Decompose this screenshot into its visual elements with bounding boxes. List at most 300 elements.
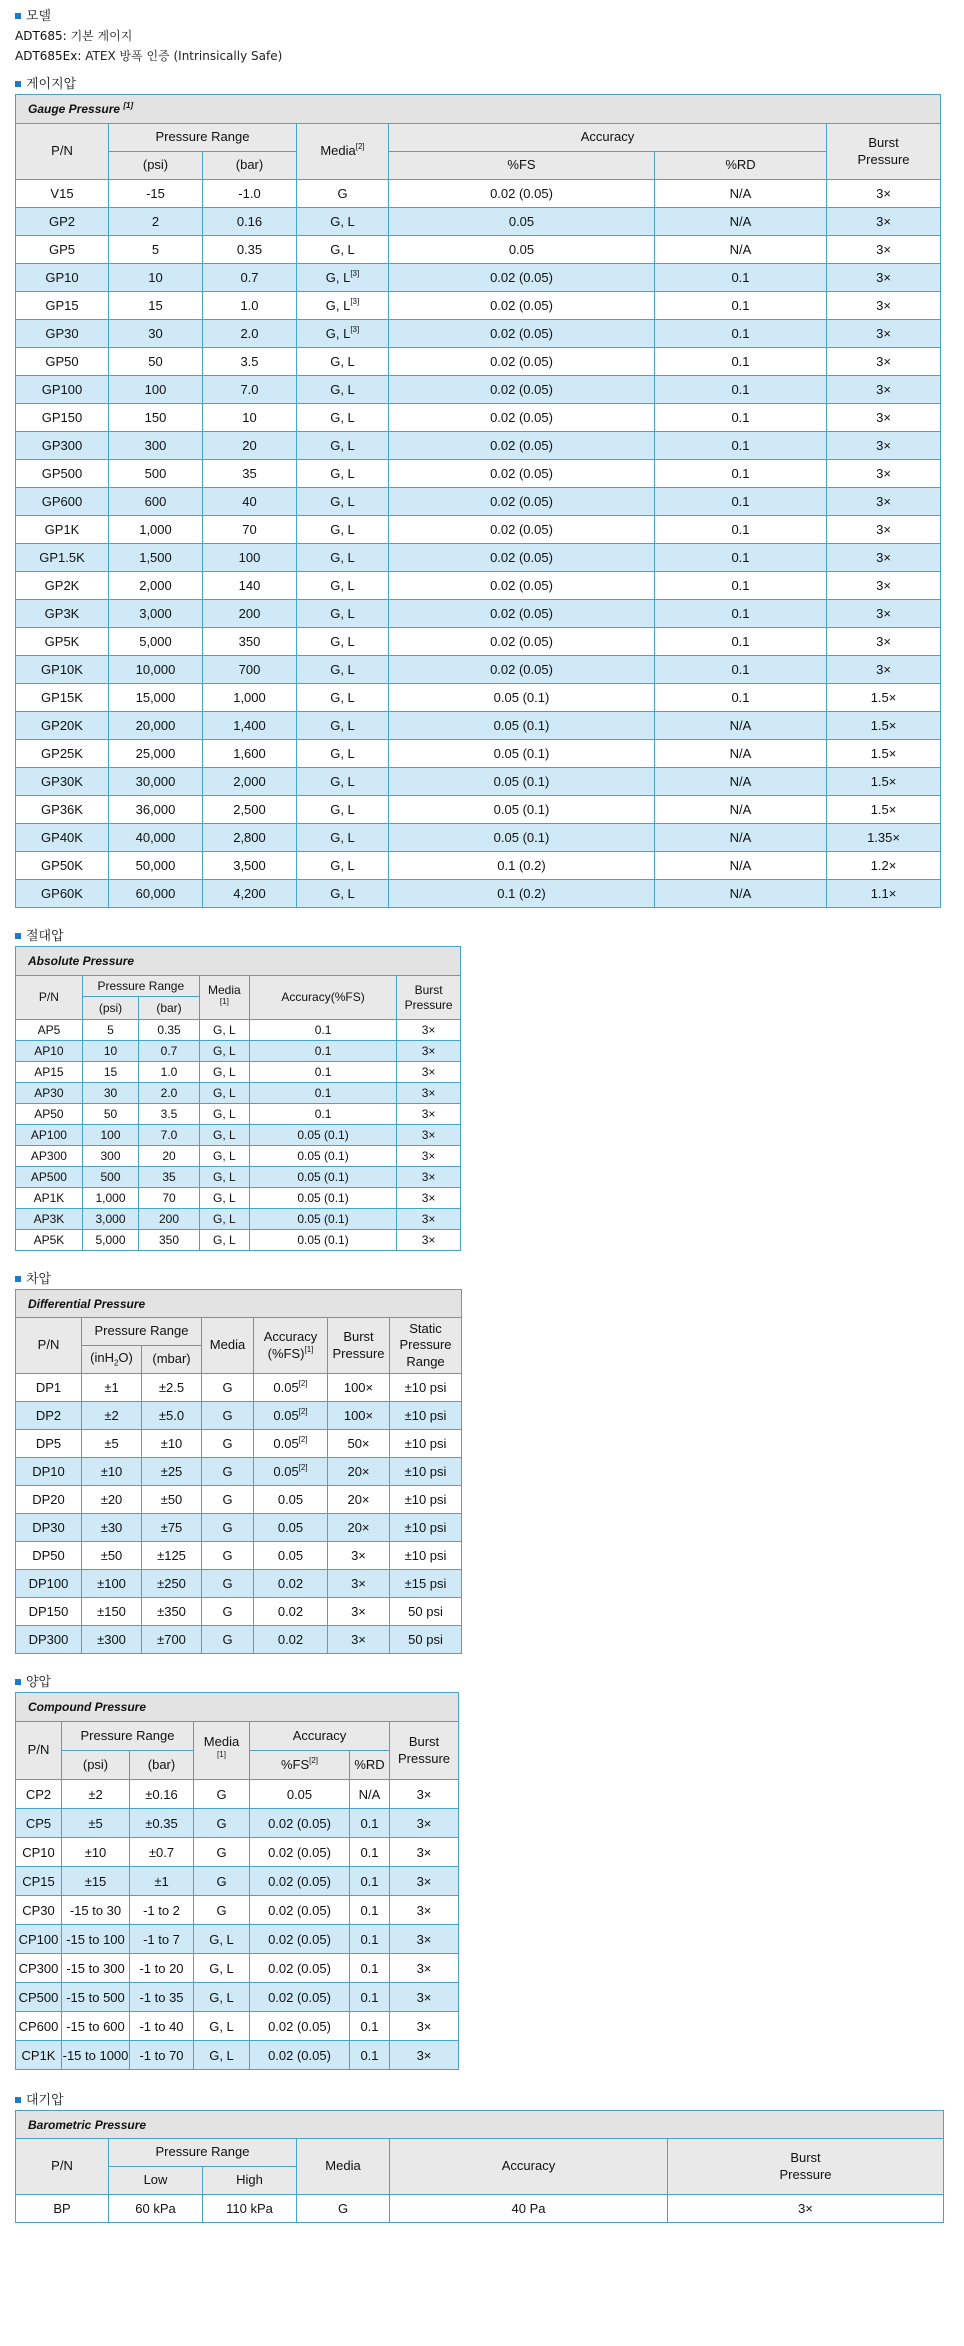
cell-burst: 3× xyxy=(827,320,941,348)
cell-bar: 2,000 xyxy=(203,768,297,796)
barometric-heading: 대기압 xyxy=(15,2092,949,2110)
table-row xyxy=(16,1062,461,1083)
cell-burst: 3× xyxy=(390,1838,459,1867)
footnote-mark: [1] xyxy=(123,101,134,110)
cell-burst: 3× xyxy=(827,292,941,320)
cell-fs: 0.05 (0.1) xyxy=(389,824,655,852)
footnote-mark: [1] xyxy=(217,1749,226,1759)
cell-bar: 140 xyxy=(203,572,297,600)
cell-fs: 0.02 (0.05) xyxy=(389,656,655,684)
cell-psi: 30 xyxy=(82,1083,138,1104)
cell-rd: N/A xyxy=(655,180,827,208)
cell-media: G xyxy=(202,1402,254,1430)
cell-pn: GP600 xyxy=(16,488,109,516)
table-row xyxy=(16,628,941,656)
cell-media: G xyxy=(202,1486,254,1514)
cell-media: G, L xyxy=(194,1925,250,1954)
cell-pn: GP2K xyxy=(16,572,109,600)
cell-media: G, L xyxy=(199,1041,249,1062)
cell-bar: 1.0 xyxy=(203,292,297,320)
cell-rd: 0.1 xyxy=(350,2041,390,2070)
cell-pn: GP20K xyxy=(16,712,109,740)
cell-psi: 10 xyxy=(109,264,203,292)
cell-pn: GP30 xyxy=(16,320,109,348)
col-header-media: Media [1] xyxy=(194,1722,250,1780)
table-row xyxy=(16,740,941,768)
cell-media: G, L xyxy=(297,656,389,684)
cell-pn: AP30 xyxy=(16,1083,83,1104)
cell-fs: 0.02 (0.05) xyxy=(389,544,655,572)
cell-rd: 0.1 xyxy=(350,1838,390,1867)
cell-rd: 0.1 xyxy=(655,404,827,432)
cell-psi: 5 xyxy=(82,1020,138,1041)
cell-pn: DP2 xyxy=(16,1402,82,1430)
cell-burst: 3× xyxy=(827,656,941,684)
col-header-accuracy: Accuracy (%FS)[1] xyxy=(254,1318,328,1374)
cell-bar: 0.35 xyxy=(203,236,297,264)
cell-rd: 0.1 xyxy=(655,264,827,292)
cell-static: ±10 psi xyxy=(390,1374,462,1402)
cell-bar: 350 xyxy=(203,628,297,656)
table-row xyxy=(16,1374,462,1402)
cell-burst: 3× xyxy=(390,1896,459,1925)
cell-pn: GP2 xyxy=(16,208,109,236)
table-row xyxy=(16,852,941,880)
cell-pn: DP300 xyxy=(16,1626,82,1654)
cell-bar: 700 xyxy=(203,656,297,684)
cell-media: G, L xyxy=(297,684,389,712)
cell-pn: GP100 xyxy=(16,376,109,404)
cell-bar: -1.0 xyxy=(203,180,297,208)
cell-media: G, L xyxy=(199,1020,249,1041)
cell-inh2o: ±100 xyxy=(82,1570,142,1598)
cell-pn: GP25K xyxy=(16,740,109,768)
table-title: Differential Pressure xyxy=(16,1290,462,1318)
cell-media: G xyxy=(202,1374,254,1402)
col-header-bar: (bar) xyxy=(139,997,200,1020)
cell-fs: 0.02 (0.05) xyxy=(389,264,655,292)
col-header-static-pressure-range: Static Pressure Range xyxy=(390,1318,462,1374)
col-header-pn: P/N xyxy=(16,976,83,1020)
cell-burst: 100× xyxy=(328,1374,390,1402)
cell-rd: N/A xyxy=(655,712,827,740)
cell-pn: GP150 xyxy=(16,404,109,432)
cell-rd: 0.1 xyxy=(350,1867,390,1896)
cell-inh2o: ±1 xyxy=(82,1374,142,1402)
cell-bar: ±1 xyxy=(130,1867,194,1896)
table-row xyxy=(16,2041,459,2070)
absolute-pressure-table xyxy=(15,946,461,1251)
cell-pn: AP5 xyxy=(16,1020,83,1041)
table-row xyxy=(16,1983,459,2012)
cell-pn: GP5K xyxy=(16,628,109,656)
cell-acc: 40 Pa xyxy=(390,2195,668,2223)
cell-acc: 0.05 xyxy=(254,1542,328,1570)
cell-acc: 0.05 (0.1) xyxy=(249,1188,396,1209)
cell-media: G, L[3] xyxy=(297,320,389,348)
cell-media: G xyxy=(202,1598,254,1626)
cell-media: G, L xyxy=(194,1954,250,1983)
cell-rd: 0.1 xyxy=(655,460,827,488)
cell-media: G xyxy=(202,1430,254,1458)
cell-media: G, L xyxy=(199,1209,249,1230)
gauge-heading: 게이지압 xyxy=(15,76,949,94)
cell-inh2o: ±300 xyxy=(82,1626,142,1654)
cell-media: G xyxy=(194,1780,250,1809)
cell-burst: 1.5× xyxy=(827,740,941,768)
cell-bar: 1,600 xyxy=(203,740,297,768)
cell-media: G, L xyxy=(199,1104,249,1125)
cell-burst: 1.2× xyxy=(827,852,941,880)
cell-static: ±10 psi xyxy=(390,1458,462,1486)
col-header-rd: %RD xyxy=(350,1751,390,1780)
cell-inh2o: ±50 xyxy=(82,1542,142,1570)
cell-bar: 3,500 xyxy=(203,852,297,880)
cell-psi: -15 xyxy=(109,180,203,208)
gauge-pressure-table xyxy=(15,94,941,908)
cell-acc: 0.05[2] xyxy=(254,1458,328,1486)
model-desc: 기본 게이지 xyxy=(70,29,133,43)
cell-psi: 500 xyxy=(109,460,203,488)
cell-burst: 3× xyxy=(390,1925,459,1954)
cell-burst: 20× xyxy=(328,1514,390,1542)
cell-bar: ±0.16 xyxy=(130,1780,194,1809)
cell-burst: 3× xyxy=(827,236,941,264)
cell-psi: 5,000 xyxy=(82,1230,138,1251)
cell-burst: 3× xyxy=(397,1125,461,1146)
cell-fs: 0.02 (0.05) xyxy=(250,1809,350,1838)
cell-bar: 35 xyxy=(203,460,297,488)
cell-rd: 0.1 xyxy=(655,320,827,348)
cell-pn: CP30 xyxy=(16,1896,62,1925)
differential-pressure-table xyxy=(15,1289,462,1654)
cell-bar: -1 to 70 xyxy=(130,2041,194,2070)
cell-rd: 0.1 xyxy=(350,1954,390,1983)
table-row xyxy=(16,1954,459,1983)
cell-psi: 15 xyxy=(109,292,203,320)
cell-burst: 20× xyxy=(328,1486,390,1514)
cell-rd: 0.1 xyxy=(655,572,827,600)
cell-pn: GP30K xyxy=(16,768,109,796)
cell-pn: GP3K xyxy=(16,600,109,628)
cell-mbar: ±250 xyxy=(142,1570,202,1598)
cell-acc: 0.02 xyxy=(254,1570,328,1598)
col-header-accuracy: Accuracy xyxy=(389,124,827,152)
table-row xyxy=(16,1867,459,1896)
cell-psi: 60,000 xyxy=(109,880,203,908)
cell-pn: AP500 xyxy=(16,1167,83,1188)
table-row xyxy=(16,1626,462,1654)
cell-bar: 0.16 xyxy=(203,208,297,236)
cell-pn: AP10 xyxy=(16,1041,83,1062)
col-header-pressure-range: Pressure Range xyxy=(82,976,199,997)
table-row xyxy=(16,432,941,460)
bullet-square-icon xyxy=(15,933,21,939)
col-header-burst-pressure: Burst Pressure xyxy=(397,976,461,1020)
cell-static: ±10 psi xyxy=(390,1514,462,1542)
col-header-pn: P/N xyxy=(16,1722,62,1780)
cell-media: G, L xyxy=(199,1230,249,1251)
cell-inh2o: ±5 xyxy=(82,1430,142,1458)
cell-psi: 5 xyxy=(109,236,203,264)
cell-psi: 10,000 xyxy=(109,656,203,684)
cell-mbar: ±2.5 xyxy=(142,1374,202,1402)
cell-bar: 0.35 xyxy=(139,1020,200,1041)
col-header-pressure-range: Pressure Range xyxy=(109,124,297,152)
cell-media: G xyxy=(297,180,389,208)
cell-media: G xyxy=(202,1458,254,1486)
cell-rd: 0.1 xyxy=(655,656,827,684)
cell-burst: 3× xyxy=(827,208,941,236)
cell-pn: GP15K xyxy=(16,684,109,712)
cell-media: G, L xyxy=(297,880,389,908)
table-row xyxy=(16,1209,461,1230)
col-header-accuracy: Accuracy xyxy=(390,2139,668,2195)
cell-fs: 0.02 (0.05) xyxy=(389,488,655,516)
cell-burst: 50× xyxy=(328,1430,390,1458)
table-row xyxy=(16,684,941,712)
cell-bar: 200 xyxy=(139,1209,200,1230)
cell-static: ±10 psi xyxy=(390,1430,462,1458)
col-header-psi: (psi) xyxy=(82,997,138,1020)
model-code: ADT685Ex: xyxy=(15,49,82,63)
cell-burst: 100× xyxy=(328,1402,390,1430)
cell-pn: CP600 xyxy=(16,2012,62,2041)
cell-media: G, L xyxy=(194,2041,250,2070)
cell-psi: 40,000 xyxy=(109,824,203,852)
col-header-media: Media xyxy=(202,1318,254,1374)
table-row xyxy=(16,1230,461,1251)
cell-psi: 50 xyxy=(109,348,203,376)
cell-fs: 0.1 (0.2) xyxy=(389,852,655,880)
cell-static: ±10 psi xyxy=(390,1402,462,1430)
bullet-square-icon xyxy=(15,1276,21,1282)
cell-rd: 0.1 xyxy=(655,432,827,460)
cell-burst: 3× xyxy=(390,1867,459,1896)
table-title: Compound Pressure xyxy=(16,1693,459,1722)
footnote-mark: [3] xyxy=(350,297,360,306)
cell-psi: -15 to 600 xyxy=(62,2012,130,2041)
cell-rd: 0.1 xyxy=(655,684,827,712)
cell-pn: GP1.5K xyxy=(16,544,109,572)
cell-bar: 0.7 xyxy=(139,1041,200,1062)
cell-media: G, L xyxy=(297,572,389,600)
cell-psi: 150 xyxy=(109,404,203,432)
cell-psi: 600 xyxy=(109,488,203,516)
cell-fs: 0.02 (0.05) xyxy=(250,1896,350,1925)
cell-bar: 3.5 xyxy=(203,348,297,376)
table-title: Barometric Pressure xyxy=(16,2111,944,2139)
cell-pn: AP300 xyxy=(16,1146,83,1167)
cell-acc: 0.1 xyxy=(249,1104,396,1125)
cell-burst: 3× xyxy=(827,628,941,656)
cell-mbar: ±5.0 xyxy=(142,1402,202,1430)
cell-media: G, L[3] xyxy=(297,264,389,292)
cell-low: 60 kPa xyxy=(109,2195,203,2223)
cell-fs: 0.05 (0.1) xyxy=(389,684,655,712)
cell-burst: 3× xyxy=(827,488,941,516)
cell-burst: 3× xyxy=(390,2012,459,2041)
cell-rd: N/A xyxy=(655,824,827,852)
cell-burst: 3× xyxy=(397,1167,461,1188)
cell-fs: 0.05 (0.1) xyxy=(389,796,655,824)
cell-psi: -15 to 300 xyxy=(62,1954,130,1983)
cell-psi: -15 to 30 xyxy=(62,1896,130,1925)
cell-pn: GP40K xyxy=(16,824,109,852)
table-row xyxy=(16,180,941,208)
cell-acc: 0.1 xyxy=(249,1020,396,1041)
cell-pn: CP10 xyxy=(16,1838,62,1867)
cell-media: G, L[3] xyxy=(297,292,389,320)
cell-static: 50 psi xyxy=(390,1626,462,1654)
cell-acc: 0.05 (0.1) xyxy=(249,1146,396,1167)
cell-mbar: ±25 xyxy=(142,1458,202,1486)
cell-bar: -1 to 2 xyxy=(130,1896,194,1925)
cell-pn: CP2 xyxy=(16,1780,62,1809)
cell-acc: 0.1 xyxy=(249,1062,396,1083)
cell-burst: 1.5× xyxy=(827,712,941,740)
cell-rd: N/A xyxy=(655,796,827,824)
cell-pn: AP5K xyxy=(16,1230,83,1251)
cell-bar: 40 xyxy=(203,488,297,516)
cell-fs: 0.02 (0.05) xyxy=(389,180,655,208)
col-header-burst-pressure: Burst Pressure xyxy=(668,2139,944,2195)
cell-psi: 3,000 xyxy=(109,600,203,628)
cell-rd: N/A xyxy=(655,852,827,880)
cell-bar: 20 xyxy=(139,1146,200,1167)
cell-fs: 0.02 (0.05) xyxy=(389,600,655,628)
table-row xyxy=(16,1780,459,1809)
cell-bar: 2.0 xyxy=(139,1083,200,1104)
cell-fs: 0.05 xyxy=(250,1780,350,1809)
cell-fs: 0.02 (0.05) xyxy=(389,348,655,376)
cell-psi: 500 xyxy=(82,1167,138,1188)
cell-fs: 0.02 (0.05) xyxy=(389,628,655,656)
cell-media: G xyxy=(202,1570,254,1598)
cell-burst: 3× xyxy=(827,544,941,572)
cell-rd: 0.1 xyxy=(350,1983,390,2012)
cell-fs: 0.05 xyxy=(389,208,655,236)
cell-high: 110 kPa xyxy=(203,2195,297,2223)
col-header-accuracy: Accuracy(%FS) xyxy=(249,976,396,1020)
cell-media: G, L xyxy=(199,1167,249,1188)
cell-pn: CP100 xyxy=(16,1925,62,1954)
col-header-burst-pressure: Burst Pressure xyxy=(390,1722,459,1780)
cell-bar: -1 to 40 xyxy=(130,2012,194,2041)
table-row xyxy=(16,208,941,236)
compound-heading: 양압 xyxy=(15,1674,949,1692)
cell-inh2o: ±150 xyxy=(82,1598,142,1626)
table-row xyxy=(16,1104,461,1125)
cell-psi: 50 xyxy=(82,1104,138,1125)
model-line-ex xyxy=(15,46,949,66)
cell-burst: 3× xyxy=(397,1041,461,1062)
cell-acc: 0.02 xyxy=(254,1598,328,1626)
table-row xyxy=(16,796,941,824)
cell-rd: 0.1 xyxy=(655,376,827,404)
cell-burst: 3× xyxy=(827,600,941,628)
cell-pn: DP100 xyxy=(16,1570,82,1598)
cell-bar: ±0.7 xyxy=(130,1838,194,1867)
cell-fs: 0.05 (0.1) xyxy=(389,712,655,740)
table-row xyxy=(16,1486,462,1514)
table-row xyxy=(16,824,941,852)
cell-bar: 1,000 xyxy=(203,684,297,712)
cell-pn: GP1K xyxy=(16,516,109,544)
table-row xyxy=(16,1925,459,1954)
cell-pn: GP5 xyxy=(16,236,109,264)
col-header-rd: %RD xyxy=(655,152,827,180)
bullet-square-icon xyxy=(15,2097,21,2103)
cell-media: G, L xyxy=(194,1983,250,2012)
col-header-media: Media[2] xyxy=(297,124,389,180)
cell-burst: 3× xyxy=(328,1626,390,1654)
cell-psi: ±10 xyxy=(62,1838,130,1867)
table-row xyxy=(16,1041,461,1062)
cell-psi: 1,000 xyxy=(109,516,203,544)
bullet-square-icon xyxy=(15,81,21,87)
cell-mbar: ±350 xyxy=(142,1598,202,1626)
table-row xyxy=(16,1896,459,1925)
cell-burst: 3× xyxy=(390,1809,459,1838)
table-row xyxy=(16,1458,462,1486)
cell-bar: 10 xyxy=(203,404,297,432)
cell-pn: CP300 xyxy=(16,1954,62,1983)
cell-fs: 0.02 (0.05) xyxy=(250,1983,350,2012)
cell-media: G xyxy=(194,1838,250,1867)
cell-burst: 3× xyxy=(827,376,941,404)
cell-burst: 3× xyxy=(668,2195,944,2223)
cell-pn: AP1K xyxy=(16,1188,83,1209)
cell-rd: N/A xyxy=(655,208,827,236)
cell-psi: 2 xyxy=(109,208,203,236)
cell-fs: 0.05 xyxy=(389,236,655,264)
cell-bar: -1 to 7 xyxy=(130,1925,194,1954)
cell-burst: 3× xyxy=(328,1542,390,1570)
cell-rd: 0.1 xyxy=(655,516,827,544)
cell-media: G, L xyxy=(297,208,389,236)
table-row xyxy=(16,1020,461,1041)
col-header-high: High xyxy=(203,2167,297,2195)
cell-burst: 3× xyxy=(397,1230,461,1251)
cell-media: G, L xyxy=(297,628,389,656)
cell-inh2o: ±20 xyxy=(82,1486,142,1514)
compound-pressure-table xyxy=(15,1692,459,2070)
cell-rd: 0.1 xyxy=(655,628,827,656)
cell-acc: 0.05 xyxy=(254,1514,328,1542)
cell-bar: 20 xyxy=(203,432,297,460)
cell-mbar: ±75 xyxy=(142,1514,202,1542)
table-row xyxy=(16,264,941,292)
table-row xyxy=(16,2012,459,2041)
cell-fs: 0.02 (0.05) xyxy=(389,292,655,320)
cell-pn: BP xyxy=(16,2195,109,2223)
cell-burst: 3× xyxy=(827,264,941,292)
cell-burst: 1.5× xyxy=(827,796,941,824)
cell-psi: 15,000 xyxy=(109,684,203,712)
cell-static: ±10 psi xyxy=(390,1542,462,1570)
cell-mbar: ±125 xyxy=(142,1542,202,1570)
cell-psi: 300 xyxy=(109,432,203,460)
cell-media: G, L xyxy=(199,1062,249,1083)
cell-psi: 100 xyxy=(109,376,203,404)
cell-rd: N/A xyxy=(350,1780,390,1809)
cell-media: G, L xyxy=(297,712,389,740)
table-row xyxy=(16,320,941,348)
cell-rd: 0.1 xyxy=(655,292,827,320)
cell-bar: 2,500 xyxy=(203,796,297,824)
cell-psi: 50,000 xyxy=(109,852,203,880)
